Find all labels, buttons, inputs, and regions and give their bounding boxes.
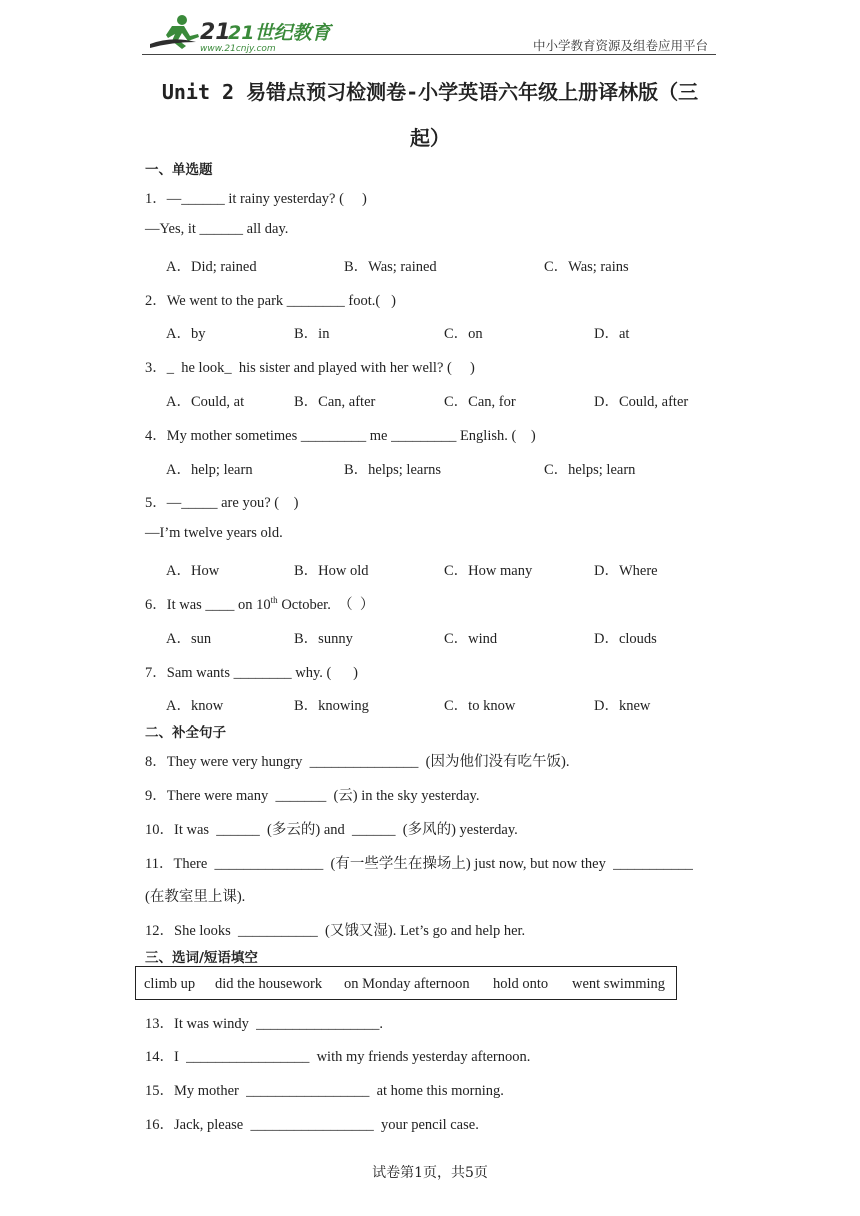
section-heading-word-fill: 三、选词/短语填空 (145, 950, 258, 966)
question-15: 15．My mother _________________ at home this morning. (145, 1083, 504, 1099)
question-6-option-c[interactable]: C．wind (444, 631, 498, 647)
question-1-stem2: —Yes, it ______ all day. (145, 221, 289, 237)
word-bank-item: climb up (144, 976, 196, 992)
question-1-stem: 1．—______ it rainy yesterday? ( ) (145, 191, 367, 207)
question-6-option-a[interactable]: A．sun (166, 631, 212, 647)
question-5-stem2: —I’m twelve years old. (145, 525, 283, 541)
question-3-option-c[interactable]: C．Can, for (444, 394, 516, 410)
question-10: 10．It was ______ (多云的) and ______ (多风的) yesterday. (145, 822, 518, 838)
question-3-option-d[interactable]: D．Could, after (594, 394, 689, 410)
question-9: 9．There were many _______ (云) in the sky yesterday. (145, 788, 480, 804)
runner-icon (150, 15, 199, 49)
question-5-option-b[interactable]: B．How old (294, 563, 369, 579)
svg-text:21世纪教育: 21世纪教育 (228, 22, 331, 44)
word-bank-item: went swimming (572, 976, 666, 992)
section-heading-single-choice: 一、单选题 (145, 162, 213, 178)
question-4-option-b[interactable]: B．helps; learns (344, 462, 442, 478)
header-divider (142, 54, 716, 55)
question-7-option-a[interactable]: A．know (166, 698, 224, 714)
question-5-option-d[interactable]: D．Where (594, 563, 658, 579)
page-footer: 试卷第1页，共5页 (372, 1165, 488, 1181)
question-16: 16．Jack, please _________________ your pencil case. (145, 1117, 479, 1133)
question-12: 12．She looks ___________ (又饿又湿). Let’s go and help her. (145, 923, 526, 939)
question-6-stem: 6．It was ____ on 10th October. （ ） (145, 595, 375, 613)
question-5-option-c[interactable]: C．How many (444, 563, 533, 579)
question-2-stem: 2．We went to the park ________ foot.( ) (145, 293, 396, 309)
header-platform-text: 中小学教育资源及组卷应用平台 (532, 38, 708, 53)
question-3-option-b[interactable]: B．Can, after (294, 394, 376, 410)
question-2-option-d[interactable]: D．at (594, 326, 630, 342)
question-4-stem: 4．My mother sometimes _________ me _________ English. ( ) (145, 428, 536, 444)
section-heading-complete-sentences: 二、补全句子 (145, 725, 226, 741)
question-3-stem: 3．_ he look_ his sister and played with her well? ( ) (145, 360, 475, 376)
svg-text:21: 21 (200, 20, 231, 45)
question-5-stem: 5．—_____ are you? ( ) (145, 495, 299, 511)
word-bank-item: did the housework (215, 976, 323, 992)
question-4-option-a[interactable]: A．help; learn (166, 462, 253, 478)
question-3-option-a[interactable]: A．Could, at (166, 394, 245, 410)
question-7-stem: 7．Sam wants ________ why. ( ) (145, 665, 358, 681)
question-8: 8．They were very hungry _______________ (因为他们没有吃午饭). (145, 754, 570, 770)
word-bank-item: hold onto (493, 976, 549, 992)
question-2-option-b[interactable]: B．in (294, 326, 330, 342)
question-1-option-a[interactable]: A．Did; rained (166, 259, 257, 275)
svg-text:www.21cnjy.com: www.21cnjy.com (200, 44, 276, 54)
question-2-option-a[interactable]: A．by (166, 326, 206, 342)
question-1-option-c[interactable]: C．Was; rains (544, 259, 629, 275)
question-1-option-b[interactable]: B．Was; rained (344, 259, 437, 275)
question-14: 14．I _________________ with my friends yesterday afternoon. (145, 1049, 531, 1065)
logo (142, 12, 331, 54)
word-bank-item: on Monday afternoon (344, 976, 470, 992)
question-7-option-b[interactable]: B．knowing (294, 698, 369, 714)
page-title-line2: 起） (410, 126, 450, 150)
question-11-continued: (在教室里上课). (145, 889, 246, 905)
page-header (142, 10, 716, 54)
question-4-option-c[interactable]: C．helps; learn (544, 462, 636, 478)
question-5-option-a[interactable]: A．How (166, 563, 220, 579)
word-bank-box (135, 966, 677, 1000)
question-7-option-d[interactable]: D．knew (594, 698, 651, 714)
question-2-option-c[interactable]: C．on (444, 326, 483, 342)
question-11: 11．There _______________ (有一些学生在操场上) just now, but now they ___________ (145, 856, 693, 872)
page-title-line1: Unit 2 易错点预习检测卷-小学英语六年级上册译林版（三 (161, 80, 699, 104)
question-6-option-d[interactable]: D．clouds (594, 631, 657, 647)
question-6-option-b[interactable]: B．sunny (294, 631, 353, 647)
question-13: 13．It was windy _________________. (145, 1016, 384, 1032)
question-7-option-c[interactable]: C．to know (444, 698, 516, 714)
